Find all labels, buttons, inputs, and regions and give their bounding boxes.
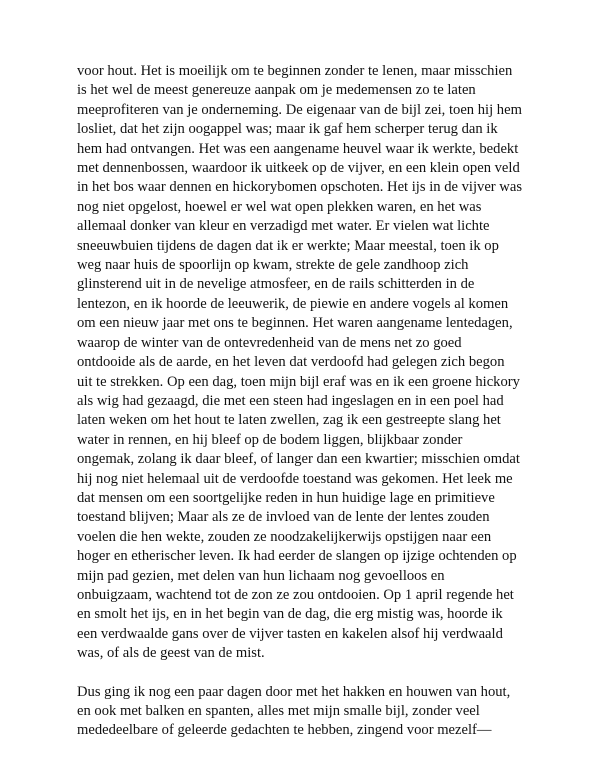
text-line: hij nog niet helemaal uit de verdoofde toestand was gekomen. Het leek me xyxy=(77,470,513,487)
text-line: een verdwaalde gans over de vijver tasten en kakelen alsof hij verdwaald xyxy=(77,625,503,642)
text-line: om een nieuw jaar met ons te beginnen. Het waren aangename lentedagen, xyxy=(77,315,513,332)
text-line: water in rennen, en hij bleef op de bodem liggen, blijkbaar zonder xyxy=(77,431,463,448)
text-line: mededeelbare of geleerde gedachten te hebben, zingend voor mezelf— xyxy=(77,722,492,739)
text-line: waarop de winter van de ontevredenheid van de mens net zo goed xyxy=(77,334,462,351)
text-line: nog niet opgelost, hoewel er wel wat open plekken waren, en het was xyxy=(77,198,482,215)
text-line: laten weken om het hout te laten zwellen, zag ik een gestreepte slang het xyxy=(77,412,501,429)
text-line: lentezon, en ik hoorde de leeuwerik, de piewie en andere vogels al komen xyxy=(77,295,509,312)
text-line: ongemak, zolang ik daar bleef, of langer dan een kwartier; misschien omdat xyxy=(77,451,520,468)
text-line: voelen die hen wekte, zouden ze noodzakelijkerwijs opstijgen naar een xyxy=(77,528,492,545)
text-line: als wig had gezaagd, die met een steen had ingeslagen en in een poel had xyxy=(77,392,504,409)
text-line: uit te strekken. Op een dag, toen mijn bijl eraf was en ik een groene hickory xyxy=(77,373,520,390)
paragraph-2 xyxy=(77,683,527,741)
text-line: dat mensen om een soortgelijke reden in hun huidige lage en primitieve xyxy=(77,489,495,506)
text-line: en smolt het ijs, en in het begin van de dag, die erg mistig was, hoorde ik xyxy=(77,606,503,623)
text-line: ontdooide als de aarde, en het leven dat verdoofd had gelegen zich begon xyxy=(77,354,505,371)
text-line: losliet, dat het zijn oogappel was; maar ik gaf hem scherper terug dan ik xyxy=(77,121,498,138)
text-line: hem had ontvangen. Het was een aangename heuvel waar ik werkte, bedekt xyxy=(77,140,519,157)
text-line: mijn pad gezien, met delen van hun lichaam nog gevoelloos en xyxy=(77,567,445,584)
text-line: weg naar huis de spoorlijn op kwam, strekte de gele zandhoop zich xyxy=(77,257,469,274)
text-line: sneeuwbuien tijdens de dagen dat ik er werkte; Maar meestal, toen ik op xyxy=(77,237,499,254)
text-line: is het wel de meest genereuze aanpak om je medemensen zo te laten xyxy=(77,82,476,99)
text-line: hoger en etherischer leven. Ik had eerder de slangen op ijzige ochtenden op xyxy=(77,548,517,565)
text-line: toestand blijven; Maar als ze de invloed van de lente der lentes zouden xyxy=(77,509,490,526)
text-line: voor hout. Het is moeilijk om te beginnen zonder te lenen, maar misschien xyxy=(77,63,513,79)
text-line: in het bos waar dennen en hickorybomen opschoten. Het ijs in de vijver was xyxy=(77,179,522,196)
document-page xyxy=(77,62,527,760)
text-line: onbuigzaam, wachtend tot de zon ze zou ontdooien. Op 1 april regende het xyxy=(77,586,514,603)
paragraph-1 xyxy=(77,62,527,664)
text-line: met dennenbossen, waardoor ik uitkeek op de vijver, en een klein open veld xyxy=(77,160,520,177)
text-line: was, of als de geest van de mist. xyxy=(77,645,265,662)
text-line: glinsterend uit in de nevelige atmosfeer, en de rails schitterden in de xyxy=(77,276,475,293)
text-line: en ook met balken en spanten, alles met mijn smalle bijl, zonder veel xyxy=(77,703,480,719)
text-line: Dus ging ik nog een paar dagen door met het hakken en houwen van hout, xyxy=(77,683,511,700)
text-line: allemaal donker van kleur en verzadigd met water. Er vielen wat lichte xyxy=(77,218,490,235)
text-line: meeprofiteren van je onderneming. De eigenaar van de bijl zei, toen hij hem xyxy=(77,101,522,118)
